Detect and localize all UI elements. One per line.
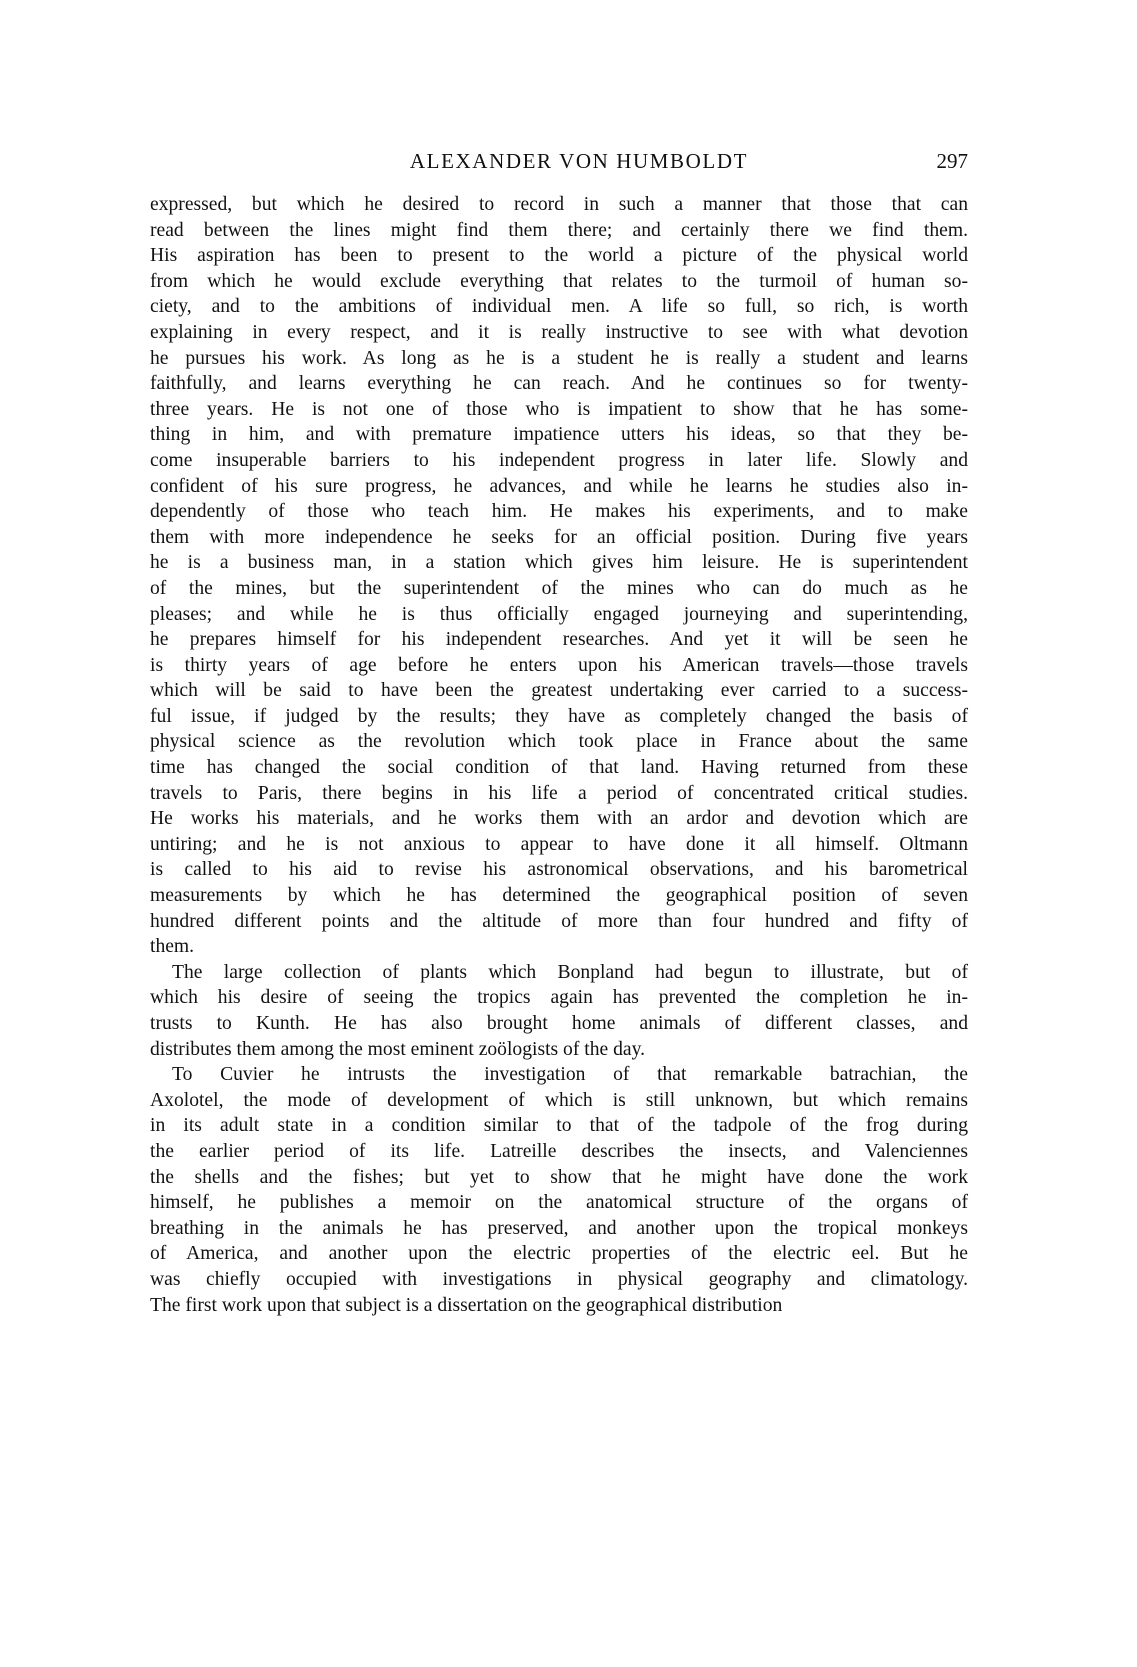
text-line: breathing in the animals he has preserved, and another upon the tropical monkeys — [150, 1217, 968, 1239]
paragraph-list — [150, 192, 968, 1318]
text-line: them with more independence he seeks for an official position. During five years — [150, 526, 968, 548]
text-line: of the mines, but the superintendent of the mines who can do much as he — [150, 577, 968, 599]
text-line: To Cuvier he intrusts the investigation of that remarkable batrachian, the — [172, 1064, 968, 1086]
text-line: come insuperable barriers to his independent progress in later life. Slowly and — [150, 449, 968, 471]
text-line: which will be said to have been the greatest undertaking ever carried to a success- — [150, 680, 968, 702]
text-line: faithfully, and learns everything he can reach. And he continues so for twenty- — [150, 373, 968, 395]
text-line: he pursues his work. As long as he is a student he is really a student and learns — [150, 347, 968, 369]
text-line: time has changed the social condition of that land. Having returned from these — [150, 757, 968, 779]
text-line: of America, and another upon the electric properties of the electric eel. But he — [150, 1243, 968, 1265]
text-line: read between the lines might find them there; and certainly there we find them. — [150, 219, 968, 241]
text-line: ciety, and to the ambitions of individual men. A life so full, so rich, is worth — [150, 296, 968, 318]
text-line: from which he would exclude everything that relates to the turmoil of human so- — [150, 270, 968, 292]
text-line: was chiefly occupied with investigations in physical geography and climatology. — [150, 1268, 968, 1290]
text-line: in its adult state in a condition similar to that of the tadpole of the frog during — [150, 1115, 968, 1137]
text-line: is thirty years of age before he enters upon his American travels—those travels — [150, 654, 968, 676]
text-line: confident of his sure progress, he advances, and while he learns he studies also in- — [150, 475, 968, 497]
text-line: He works his materials, and he works them with an ardor and devotion which are — [150, 808, 968, 830]
text-line: measurements by which he has determined the geographical position of seven — [150, 885, 968, 907]
text-line: pleases; and while he is thus officially engaged journeying and superintending, — [150, 603, 968, 625]
text-line: trusts to Kunth. He has also brought home animals of different classes, and — [150, 1013, 968, 1034]
text-line: expressed, but which he desired to record in such a manner that those that can — [150, 194, 968, 215]
text-line: the shells and the fishes; but yet to show that he might have done the work — [150, 1166, 968, 1188]
text-line: physical science as the revolution which took place in France about the same — [150, 731, 968, 753]
text-line: he is a business man, in a station which gives him leisure. He is superintendent — [150, 552, 968, 574]
text-line: three years. He is not one of those who is impatient to show that he has some- — [150, 398, 968, 420]
running-head — [150, 146, 968, 176]
text-line: travels to Paris, there begins in his life a period of concentrated critical studies. — [150, 782, 968, 804]
text-line: His aspiration has been to present to the world a picture of the physical world — [150, 245, 968, 267]
text-line: distributes them among the most eminent zoölogists of the day. — [150, 1038, 646, 1060]
page-number: 297 — [936, 149, 968, 173]
text-line: which his desire of seeing the tropics again has prevented the completion he in- — [150, 987, 968, 1009]
text-line: untiring; and he is not anxious to appear to have done it all himself. Oltmann — [150, 833, 968, 855]
paragraph — [150, 1062, 968, 1318]
text-line: explaining in every respect, and it is really instructive to see with what devotion — [150, 321, 968, 343]
text-line: Axolotel, the mode of development of which is still unknown, but which remains — [150, 1089, 968, 1111]
text-line: he prepares himself for his independent researches. And yet it will be seen he — [150, 629, 968, 651]
text-line: ful issue, if judged by the results; they have as completely changed the basis of — [150, 705, 968, 727]
text-line: them. — [150, 936, 195, 958]
text-line: dependently of those who teach him. He makes his experiments, and to make — [150, 501, 968, 523]
text-line: himself, he publishes a memoir on the anatomical structure of the organs of — [150, 1192, 968, 1214]
running-title: ALEXANDER VON HUMBOLDT — [409, 149, 749, 173]
text-line: is called to his aid to revise his astronomical observations, and his barometrical — [150, 859, 968, 881]
text-line: The first work upon that subject is a dissertation on the geographical distribution — [150, 1294, 783, 1316]
paragraph — [150, 192, 968, 960]
body-text — [150, 192, 968, 1318]
text-line: The large collection of plants which Bonpland had begun to illustrate, but of — [172, 961, 968, 983]
text-line: the earlier period of its life. Latreille describes the insects, and Valenciennes — [150, 1140, 968, 1162]
text-line: thing in him, and with premature impatience utters his ideas, so that they be- — [150, 424, 968, 446]
text-line: hundred different points and the altitude of more than four hundred and fifty of — [150, 910, 968, 932]
paragraph — [150, 960, 968, 1062]
